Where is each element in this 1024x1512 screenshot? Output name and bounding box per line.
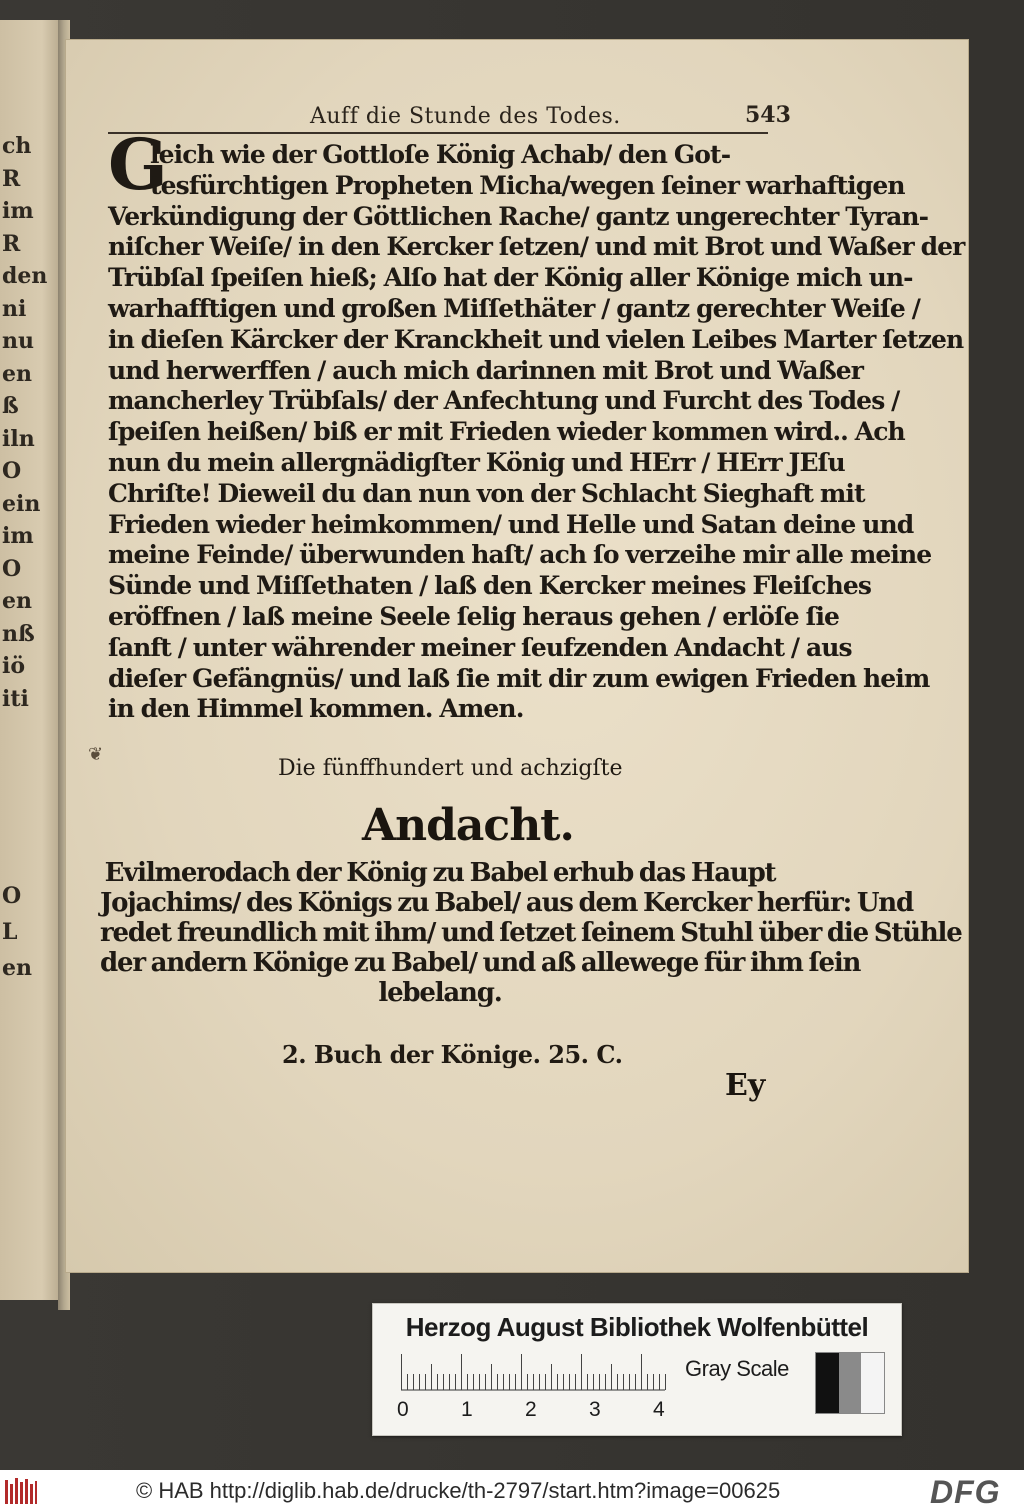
left-page-fragment: R [2,230,21,257]
body-text-line: warhafftigen und großen Miſſethäter / gantz gerechter Weiſe / [108,293,920,323]
left-page-fragment: nß [2,620,35,647]
gray-swatch [861,1353,884,1413]
library-name: Herzog August Bibliothek Wolfenbüttel [405,1312,869,1342]
scripture-quote [100,858,962,1008]
left-page-fragment: iln [2,425,35,452]
left-page-fragment: ch [2,133,32,159]
ruler-number: 1 [461,1398,473,1421]
left-page-fragment: iti [2,685,29,712]
dfg-logo: DFG [930,1474,1001,1510]
ruler-scale [401,1352,665,1392]
left-page-fragment: im [2,523,34,549]
catchword: Ey [725,1068,766,1103]
body-text-line: nun du mein allergnädigſter König und HErr / HErr JEſu [108,447,845,477]
drop-cap: G [108,123,168,206]
body-text-line: mancherley Trübſals/ der Anfechtung und Furcht des Todes / [108,386,900,416]
body-text-line: Verkündigung der Göttlichen Rache/ gantz ungerechter Tyran- [108,201,929,231]
body-text-line: tesfürchtigen Propheten Micha/wegen ſeiner warhaftigen [150,170,905,200]
prayer-body-text [108,140,965,725]
body-text-line: in dieſen Kärcker der Kranckheit und vielen Leibes Marter ſetzen [108,324,964,354]
library-color-card [372,1303,902,1436]
left-page-fragment: ni [2,295,27,322]
left-page-fragment: en [2,588,32,614]
quote-line: Evilmerodach der König zu Babel erhub das Haupt [104,858,776,888]
body-text-line: Chriſte! Dieweil du dan nun von der Schlacht Sieghaft mit [108,478,865,508]
gray-scale-label: Gray Scale [685,1356,789,1381]
ruler-number: 4 [653,1398,665,1421]
left-page-fragment: R [2,165,21,192]
gray-swatches [815,1352,885,1414]
running-head: Auff die Stunde des Todes. [310,104,621,129]
body-text-line: Sünde und Miſſethaten / laß den Kercker meines Fleiſches [108,571,872,601]
left-page-fragment: ein [2,490,41,517]
quote-line: der andern Könige zu Babel/ und aß allewege für ihm ſein [100,948,861,978]
quote-line: Jojachims/ des Königs zu Babel/ aus dem Kercker herfür: Und [100,888,913,918]
header-rule [108,132,768,134]
left-page-fragment: L [2,919,18,945]
left-page-fragment: nu [2,328,34,354]
gray-swatch [816,1353,839,1413]
ruler-number: 3 [589,1398,601,1421]
body-text-line: meine Feinde/ überwunden haſt/ ach ſo verzeihe mir alle meine [108,540,932,570]
left-page-edge [0,20,60,1300]
hab-logo-icon [4,1476,38,1506]
quote-line: lebelang. [378,978,502,1008]
left-page-fragment: im [2,198,34,224]
body-text-line: ſpeiſen heißen/ biß er mit Frieden wieder kommen wird.. Ach [108,417,905,447]
body-text-line: und herwerffen / auch mich darinnen mit Brot und Waßer [108,355,864,385]
left-page-fragment: iö [2,653,26,679]
left-page-fragment: den [2,263,48,289]
left-page-fragment: O [2,555,22,582]
left-page-fragment: O [2,883,22,909]
body-text-line: niſcher Weiſe/ in den Kercker ſetzen/ und mit Brot und Waßer der [108,232,965,262]
quote-line: redet freundlich mit ihm/ und ſetzet ſeinem Stuhl über die Stühle [100,918,962,948]
body-text-line: in den Himmel kommen. Amen. [108,694,524,724]
left-page-fragment: en [2,955,32,981]
body-text-line: Frieden wieder heimkommen/ und Helle und Satan deine und [108,509,914,539]
section-subheading: Die fünffhundert und achzigſte [278,756,623,781]
left-page-fragment: ß [2,393,19,419]
scripture-source: 2. Buch der Könige. 25. C. [282,1040,623,1069]
ruler-numbers [397,1398,701,1428]
body-text-line: eröffnen / laß meine Seele ſelig heraus gehen / erlöſe ſie [108,601,840,631]
body-text-line: leich wie der Gottloſe König Achab/ den Got- [150,140,731,169]
margin-ornament: ❦ [88,744,104,765]
ruler-number: 0 [397,1398,409,1421]
footer-source-link[interactable]: © HAB http://diglib.hab.de/drucke/th-2797/start.htm?image=00625 [136,1478,781,1503]
page-number: 543 [745,102,791,128]
ruler-number: 2 [525,1398,537,1421]
left-page-fragment: en [2,360,32,387]
section-heading: Andacht. [362,800,574,851]
footer-bar [0,1470,1024,1512]
body-text-line: dieſer Gefängnüs/ und laß ſie mit dir zum ewigen Frieden heim [108,663,930,693]
left-page-fragment: O [2,458,22,484]
body-text-line: Trübſal ſpeiſen hieß; Alſo hat der König aller Könige mich un- [108,263,913,293]
gray-swatch [839,1353,862,1413]
body-text-line: ſanft / unter währender meiner ſeufzenden Andacht / aus [108,632,852,662]
